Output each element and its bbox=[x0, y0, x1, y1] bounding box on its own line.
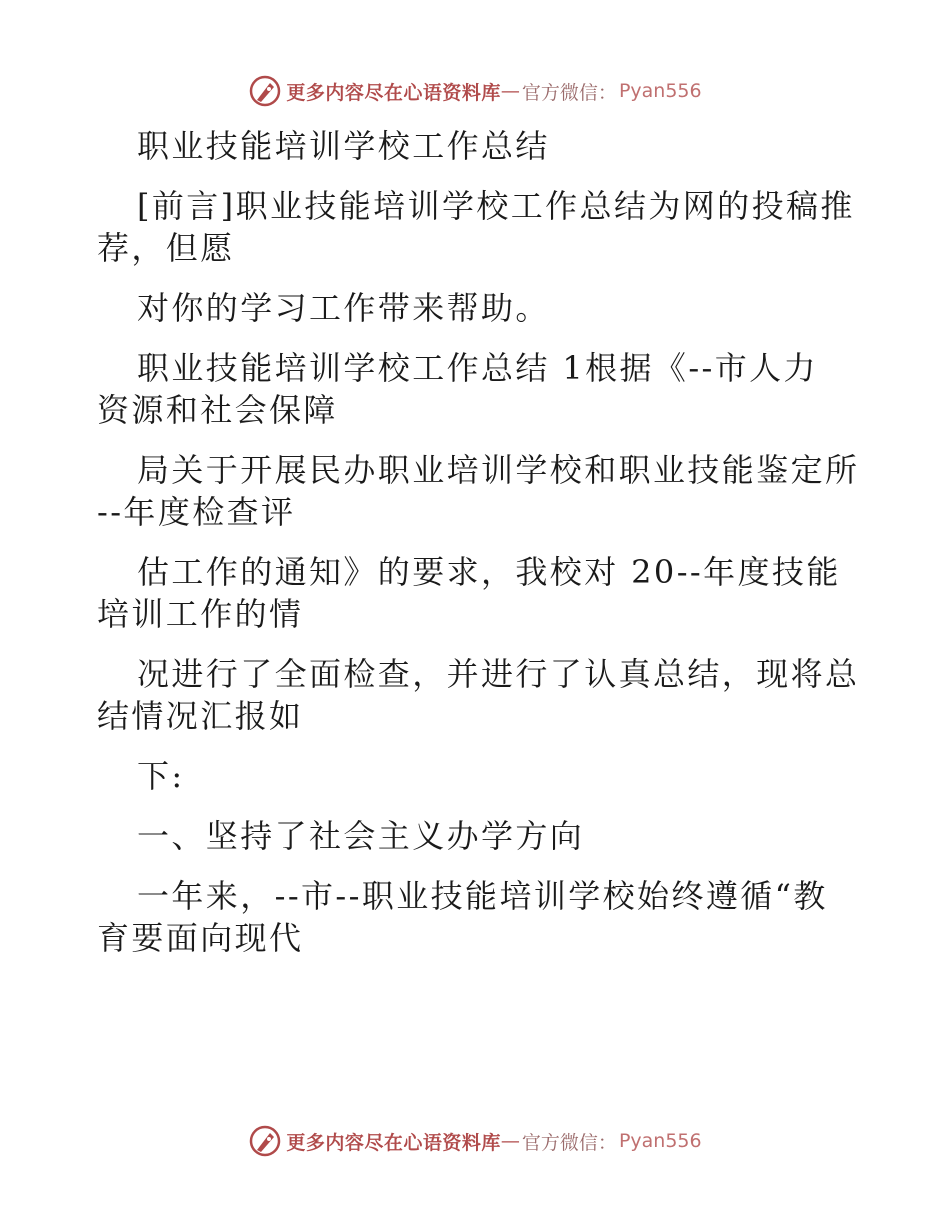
banner-site-text: 更多内容尽在心语资料库 bbox=[286, 1131, 501, 1154]
banner-site-text: 更多内容尽在心语资料库 bbox=[286, 81, 501, 104]
paragraph-line: 育要面向现代 bbox=[97, 919, 304, 957]
banner-wechat-label: 官方微信： bbox=[521, 81, 617, 104]
paragraph-line: 资源和社会保障 bbox=[97, 391, 338, 429]
footer-banner bbox=[0, 1121, 950, 1161]
paragraph-line: [前言]职业技能培训学校工作总结为网的投稿推 bbox=[137, 187, 855, 225]
paragraph-line: 估工作的通知》的要求，我校对 20--年度技能 bbox=[137, 553, 841, 591]
banner-dash: — bbox=[500, 80, 520, 102]
paragraph-line: 结情况汇报如 bbox=[97, 697, 304, 735]
section-heading: 一、坚持了社会主义办学方向 bbox=[137, 817, 585, 855]
paragraph-line: 况进行了全面检查，并进行了认真总结，现将总 bbox=[137, 655, 860, 693]
paragraph-line: --年度检查评 bbox=[97, 493, 296, 531]
paragraph-line: 局关于开展民办职业培训学校和职业技能鉴定所 bbox=[137, 451, 860, 489]
pen-nib-circle-icon bbox=[248, 74, 282, 108]
document-title: 职业技能培训学校工作总结 bbox=[137, 127, 550, 165]
banner-dash: — bbox=[500, 1130, 520, 1152]
banner-wechat-id: Pyan556 bbox=[618, 80, 702, 102]
banner-wechat-label: 官方微信： bbox=[521, 1131, 617, 1154]
paragraph-line: 荐，但愿 bbox=[97, 229, 235, 267]
header-banner bbox=[0, 71, 950, 111]
paragraph-line: 培训工作的情 bbox=[97, 595, 304, 633]
pen-nib-circle-icon bbox=[248, 1124, 282, 1158]
paragraph-line: 职业技能培训学校工作总结 1根据《--市人力 bbox=[137, 349, 818, 387]
banner-wechat-id: Pyan556 bbox=[618, 1130, 702, 1152]
paragraph-line: 一年来，--市--职业技能培训学校始终遵循“教 bbox=[137, 877, 828, 915]
document-body bbox=[97, 125, 860, 959]
paragraph-line: 下: bbox=[137, 757, 185, 795]
paragraph-line: 对你的学习工作带来帮助。 bbox=[137, 289, 550, 327]
